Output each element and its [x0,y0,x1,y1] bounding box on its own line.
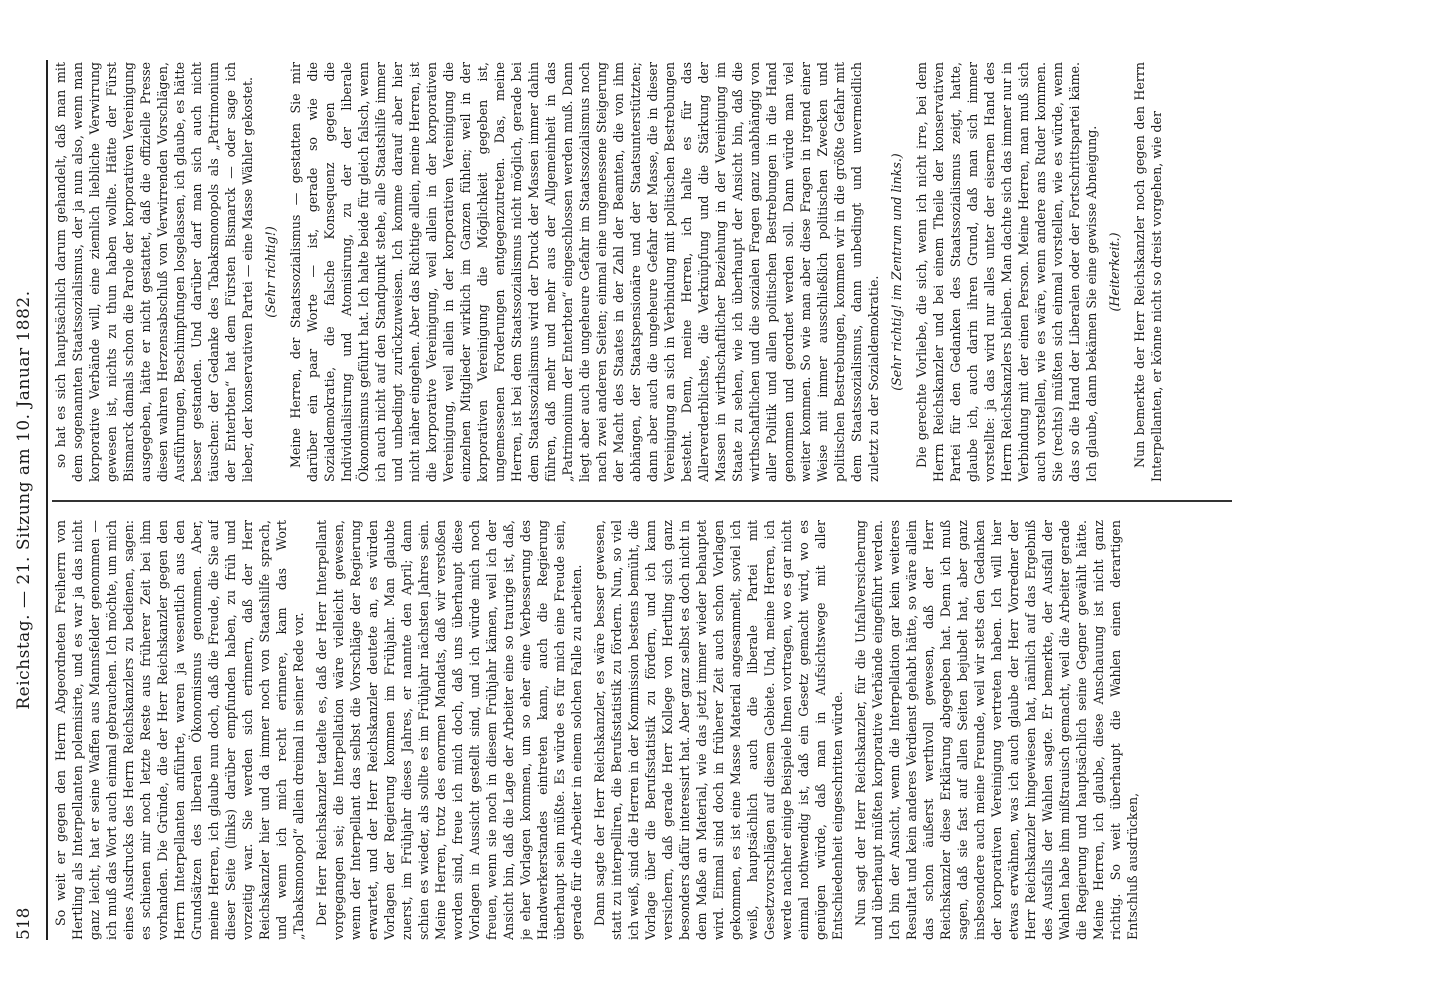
left-column [52,520,1282,940]
paragraph: Meine Herren, der Staatssozialismus — gestatten Sie mir darüber ein paar Worte — ist, gerade so wie die Sozialdemokratie, die falsche Konsequenz gegen die Individualisirung und Atomisirung, zu der der liberale Ökonomismus geführt hat. Ich halte beide für gleich falsch, wenn ich auch nicht auf den Standpunkt stehe, alle Staatshilfe immer und unbedingt zurückzuweisen. Ich komme darauf aber hier nicht näher eingehen. Aber das Richtige allein, meine Herren, ist die korporative Vereinigung, weil allein in der korporativen Vereinigung, weil allein in der korporativen Vereinigung die einzelnen Mitglieder wirklich im Ganzen fühlen; weil in der korporativen Vereinigung die Möglichkeit gegeben ist, ungemessenen Forderungen entgegenzutreten. Das, meine Herren, ist bei dem Staatssozialismus nicht möglich, gerade bei dem Staatssozialismus wird der Druck der Massen immer dahin führen, daß mehr und mehr aus der Allgemeinheit in das „Patrimonium der Enterbten“ eingeschlossen werden muß. Dann liegt aber auch die ungeheure Gefahr im Staatssozialismus noch nach zwei anderen Seiten; einmal eine ungemessene Steigerung der Macht des Staates in der Zahl der Beamten, die von ihm abhängen, der Staatspensionäre und der Staatsunterstützten; dann aber auch die ungeheure Gefahr der Masse, die in dieser Vereinigung an sich in Verbindung mit politischen Bestrebungen besteht. Denn, meine Herren, ich halte es für das Allerverderblichste, die Verknüpfung und die Stärkung der Massen in wirthschaftlicher Beziehung in der Vereinigung im Staate zu sehen, wie ich überhaupt der Ansicht bin, daß die wirthschaftlichen und die sozialen Fragen ganz unabhängig von aller Politik und allen politischen Bestrebungen in die Hand genommen und geordnet werden soll. Dann würde man viel weiter kommen. So wie man aber diese Fragen in irgend einer Weise mit immer ausschließlich politischen Zwecken und politischen Bestrebungen, kommen wir in die größte Gefahr mit dem Staatssozialismus, dann unbedingt und unvermeidlich zuletzt zu der Sozialdemokratie. [288,62,881,482]
page-header [14,60,42,940]
interjection: (Sehr richtig! im Zentrum und links.) [889,153,904,391]
header-rule [46,60,48,940]
interjection: (Heiterkeit.) [1107,232,1122,312]
paragraph: so hat es sich hauptsächlich darum gehandelt, daß man mit dem sogenannten Staatssozialismus, der ja nun also, wenn man korporative Verbände will, eine ziemlich liebliche Verwirrung gewesen ist, nichts zu thun haben wollte. Hätte der Fürst Bismarck damals schon die Parole der korporativen Vereinigung ausgegeben, hätte er nicht gestattet, daß die offizielle Presse diesen wahren Herzensabschluß von Verwirrenden Vorschlägen, Ausführungen, Beschimpfungen losgelassen, ich glaube, es hätte besser gestanden. Und darüber darf man sich auch nicht täuschen: der Gedanke des Tabaksmonopols als „Patrimonium der Enterbten“ hat dem Fürsten Bismarck — oder sage ich lieber, der konservativen Partei — eine Masse Wähler gekostet. [53,62,255,482]
paragraph: Nun sagt der Herr Reichskanzler, für die Unfallversicherung und überhaupt müßten korporative Verbände eingeführt werden. Ich bin der Ansicht, wenn die Interpellation gar kein weiteres Resultat und kein anderes Verdienst gehabt hätte, so wäre allein das schon äußerst werthvoll gewesen, daß der Herr Reichskanzler diese Erklärung abgegeben hat. Denn ich muß sagen, daß sie fast auf allen Seiten bejubelt hat, aber ganz insbesondere auch meine Freunde, weil wir stets den Gedanken der korporativen Vereinigung vertreten haben. Ich will hier etwas erwähnen, was ich auch glaube der Herr Vorredner der Herr Reichskanzler hingewiesen hat, nämlich auf das Ergebniß des Ausfalls der Wahlen sagte. Er bemerkte, der Ausfall der Wahlen habe ihm mißtrauisch gemacht, weil die Arbeiter gerade die Regierung und hauptsächlich seine Gegner gewählt hätte. Meine Herren, ich glaube, diese Anschauung ist nicht ganz richtig. So weit überhaupt die Wahlen einen derartigen Entschluß ausdrücken, [853,520,1140,940]
page-number: 518 [14,907,34,940]
paragraph: Die gerechte Vorliebe, die sich, wenn ich nicht irre, bei dem Herrn Reichskanzler und bei einem Theile der konservativen Partei für den Gedanken des Staatssozialismus zeigt, hatte, glaube ich, auch darin ihren Grund, daß man sich immer vorstellte: ja das wird nur alles unter der eisernen Hand des Herrn Reichskanzlers bleiben. Man dachte sich das immer nur in Verbindung mit der einen Person. Meine Herren, man muß sich auch vorstellen, wie es wäre, wenn andere ans Ruder kommen. Sie (rechts) müßten sich einmal vorstellen, wie es würde, wenn das so die Hand der Liberalen oder der Fortschrittspartei käme. Ich glaube, dann bekämen Sie eine gewisse Abneigung. [914,62,1099,482]
paragraph: Nun bemerkte der Herr Reichskanzler noch gegen den Herrn Interpellanten, er könne nicht so dreist vorgehen, wie der [1132,62,1164,482]
paragraph: Der Herr Reichskanzler tadelte es, daß der Herr Interpellant vorgegangen sei; die Interpellation wäre vielleicht gewesen, wenn der Interpellant das selbst die Vorschläge der Regierung erwartet, und der Herr Reichskanzler deutete an, es würden Vorlagen der Regierung kommen im Frühjahr. Man glaubte zuerst, im Frühjahr dieses Jahres, er nannte den April; dann schien es wieder, als sollte es im Frühjahr nächsten Jahres sein. Meine Herren, trotz des enormen Mandats, daß wir verstoßen worden sind, freue ich mich doch, daß uns überhaupt diese Vorlagen in Aussicht gestellt sind, und ich würde mich noch freuen, wenn sie noch in diesem Frühjahr kämen, weil ich der Ansicht bin, daß die Lage der Arbeiter eine so traurige ist, daß, je eher Vorlagen kommen, um so eher eine Verbesserung des Handwerkerstandes eintreten kann, auch die Regierung überhaupt sein müßte. Es würde es für mich eine Freude sein, gerade für die Arbeiter in einem solchen Falle zu arbeiten. [314,520,584,940]
right-column [52,62,1282,482]
paragraph: So weit er gegen den Herrn Abgeordneten Freiherrn von Hertling als Interpellanten polemisirte, und es war ja das nicht ganz leicht, hat er seine Waffen aus Mannsfelder genommen — ich muß das Wort auch einmal gebrauchen. Ich möchte, um mich eines Ausdrucks des Herrn Reichskanzlers zu bedienen, sagen: es schienen mir noch letzte Reste aus früherer Zeit bei ihm vorhanden. Die Gründe, die der Herr Reichskanzler gegen den Herrn Interpellanten anführte, waren ja wesentlich aus den Grundsätzen des liberalen Ökonomismus genommen. Aber, meine Herren, ich glaube nun doch, daß die Freude, die Sie auf dieser Seite (links) darüber empfunden haben, zu früh und vorzeitig war. Sie werden sich erinnern, daß der Herr Reichskanzler hier und da immer noch von Staatshilfe sprach, und wenn ich mich recht erinnere, kam das Wort „Tabaksmonopol“ allein dreimal in seiner Rede vor. [53,520,306,940]
page-header-title: Reichstag. — 21. Sitzung am 10. Januar 1882. [14,290,34,710]
column-separator [52,500,1232,502]
digitization-credit [1405,0,1429,1000]
interjection: (Sehr richtig!) [263,226,278,318]
paragraph: Dann sagte der Herr Reichskanzler, es wäre besser gewesen, statt zu interpelliren, die Berufsstatistik zu fördern. Nun, so viel ich weiß, sind die Herren in der Kommission bestens bemüht, die Vorlage über die Berufsstatistik zu fördern, und ich kann versichern, daß gerade Herr Kollege von Hertling sich ganz besonders dafür interessirt hat. Aber ganz selbst es doch nicht in dem Maße an Material, wie das jetzt immer wieder behauptet wird. Einmal sind doch in früherer Zeit auch schon Vorlagen gekommen, es ist eine Masse Material angesammelt, soviel ich weiß, hauptsächlich auch die liberale Partei mit Gesetzvorschlägen auf diesem Gebiete. Und, meine Herren, ich werde nachher einige Beispiele Ihnen vortragen, wo es gar nicht einmal nothwendig ist, daß ein Gesetz gemacht wird, wo es genügen würde, daß man in Aufsichtswege mit aller Entschiedenheit eingeschritten würde. [592,520,845,940]
